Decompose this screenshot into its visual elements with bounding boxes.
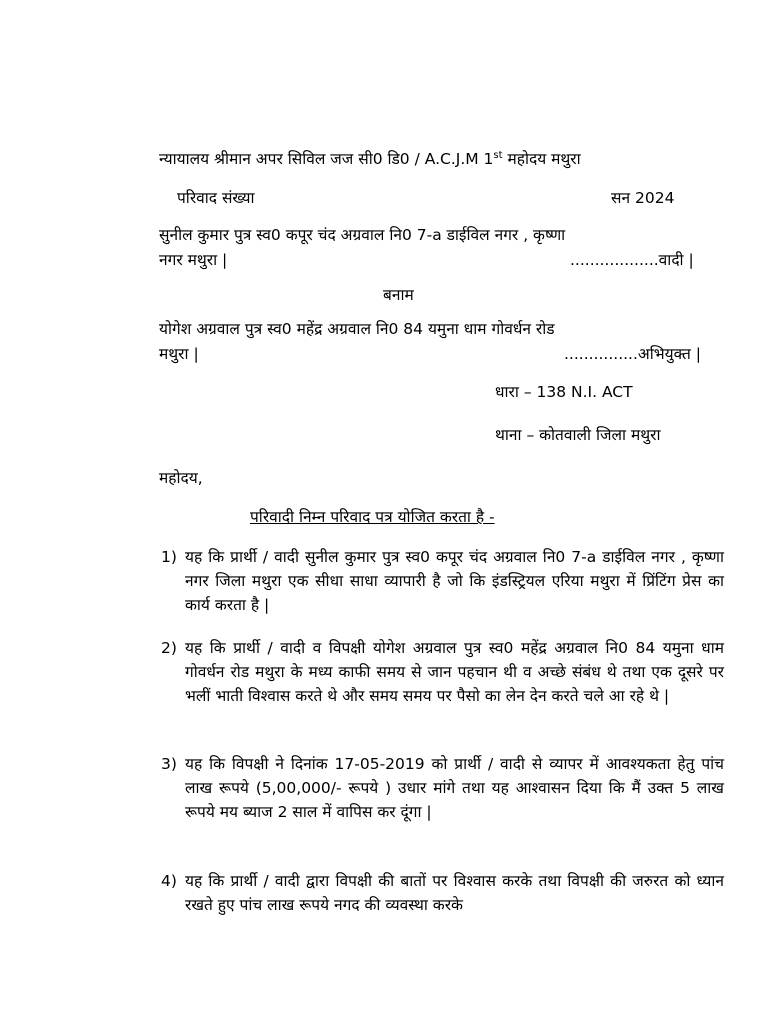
court-heading-suffix: महोदय मथुरा — [502, 150, 581, 168]
paragraph-number: 3) — [161, 755, 177, 773]
salutation: महोदय, — [159, 469, 203, 487]
court-heading — [159, 149, 581, 169]
complaint-number-label: परिवाद संख्या — [177, 189, 255, 207]
paragraph-number: 1) — [161, 548, 177, 566]
police-station-label: थाना – कोतवाली जिला मथुरा — [495, 426, 661, 444]
paragraph-2 — [161, 636, 724, 736]
section-label: धारा – 138 N.I. ACT — [495, 383, 633, 401]
accused-line-2-left: मथुरा | — [159, 345, 199, 363]
subject-heading: परिवादी निम्न परिवाद पत्र योजित करता है - — [250, 508, 495, 526]
court-heading-text: न्यायालय श्रीमान अपर सिविल जज सी0 डि0 / A.C.J.M 1 — [159, 150, 494, 168]
paragraph-1 — [161, 545, 724, 621]
paragraph-number: 4) — [161, 872, 177, 890]
accused-role: ...............अभियुक्त | — [564, 345, 701, 363]
paragraph-text: यह कि प्रार्थी / वादी व विपक्षी योगेश अग्रवाल पुत्र स्व0 महेंद्र अग्रवाल नि0 84 यमुना धाम गोवर्धन रोड मथुरा के मध्य काफी समय से जान पहचान थी व अच्छे संबंध थे तथा एक दूसरे पर भलीं भाती विश्वास करते थे और समय समय पर पैसो का लेन देन करते चले आ रहे थे | — [185, 639, 724, 705]
paragraph-text: यह कि प्रार्थी / वादी सुनील कुमार पुत्र स्व0 कपूर चंद अग्रवाल नि0 7-a डाईविल नगर , कृष्णा नगर जिला मथुरा एक सीधा साधा व्यापारी है जो कि इंडस्ट्रियल एरिया मथुरा में प्रिंटिंग प्रेस का कार्य करता है | — [185, 548, 724, 614]
paragraph-text: यह कि विपक्षी ने दिनांक 17-05-2019 को प्रार्थी / वादी से व्यापर में आवश्यकता हेतु पांच लाख रूपये (5,00,000/- रूपये ) उधार मांगे तथा यह आश्वासन दिया कि मैं उक्त 5 लाख रूपये मय ब्याज 2 साल में वापिस कर दूंगा | — [185, 755, 724, 821]
court-heading-superscript: st — [493, 149, 503, 161]
plaintiff-role: ..................वादी | — [570, 251, 694, 269]
plaintiff-line-1: सुनील कुमार पुत्र स्व0 कपूर चंद अग्रवाल नि0 7-a डाईविल नगर , कृष्णा — [159, 226, 566, 244]
versus-label: बनाम — [383, 286, 414, 304]
plaintiff-line-2-left: नगर मथुरा | — [159, 251, 228, 269]
paragraph-4 — [161, 869, 724, 921]
paragraph-number: 2) — [161, 639, 177, 657]
accused-line-1: योगेश अग्रवाल पुत्र स्व0 महेंद्र अग्रवाल नि0 84 यमुना धाम गोवर्धन रोड — [159, 320, 555, 338]
year-label: सन 2024 — [611, 189, 675, 207]
paragraph-3 — [161, 752, 724, 852]
paragraph-text: यह कि प्रार्थी / वादी द्वारा विपक्षी की बातों पर विश्वास करके तथा विपक्षी की जरुरत को ध्यान रखते हुए पांच लाख रूपये नगद की व्यवस्था करके — [185, 872, 724, 914]
